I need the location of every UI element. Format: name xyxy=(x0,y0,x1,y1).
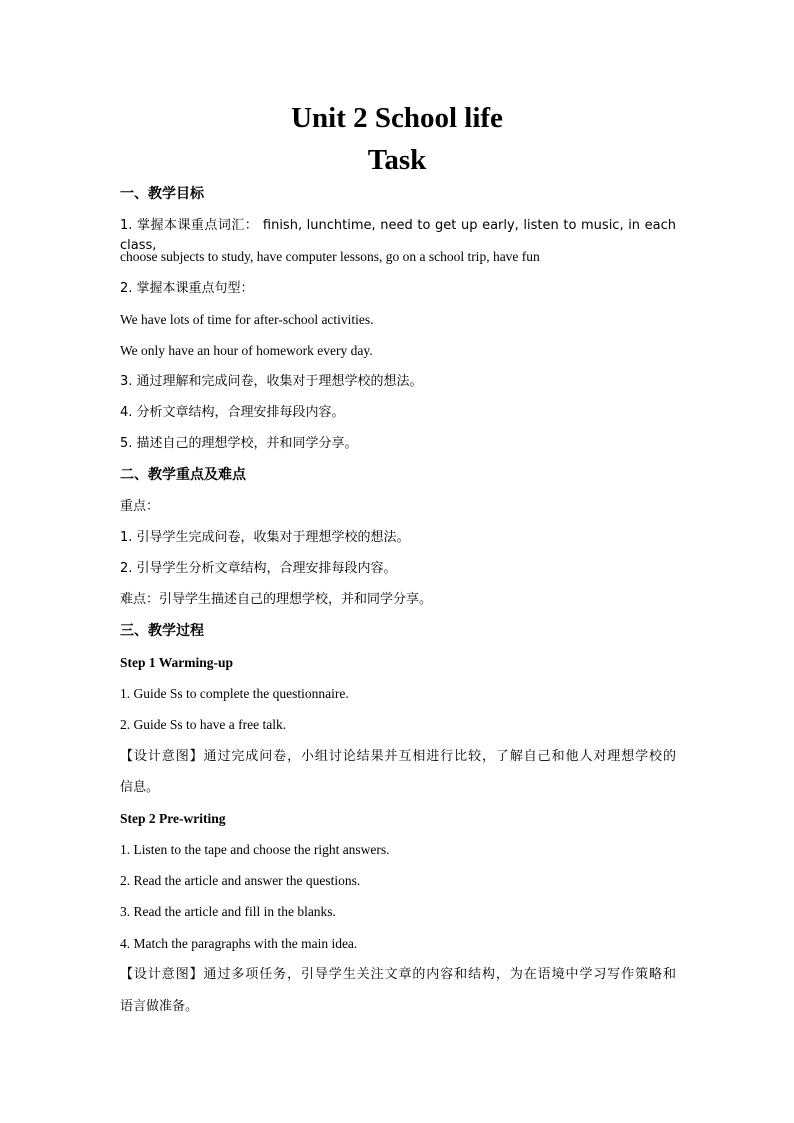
step2-item-3: 3. Read the article and fill in the blanks. xyxy=(120,904,336,919)
step1-design-intent-line2: 信息。 xyxy=(120,780,160,795)
step2-design-intent-line2: 语言做准备。 xyxy=(120,999,199,1014)
section-heading-procedure: 三、教学过程 xyxy=(120,623,204,639)
objective-item-5: 5. 描述自己的理想学校，并和同学分享。 xyxy=(120,436,358,451)
objective-vocabulary-line1: 1. 掌握本课重点词汇： finish, lunchtime, need to get up early, listen to music, in each class, xyxy=(120,218,676,253)
document-subtitle: Task xyxy=(367,144,427,176)
sentence-pattern-2: We only have an hour of homework every day. xyxy=(120,343,373,358)
step1-item-2: 2. Guide Ss to have a free talk. xyxy=(120,717,287,732)
step2-design-intent-line1: 【设计意图】通过多项任务，引导学生关注文章的内容和结构，为在语境中学习写作策略和 xyxy=(120,967,676,982)
step2-title: Step 2 Pre-writing xyxy=(120,811,226,826)
objective-vocabulary-line2: choose subjects to study, have computer lessons, go on a school trip, have fun xyxy=(120,249,540,264)
sentence-pattern-1: We have lots of time for after-school activities. xyxy=(120,312,374,327)
section-heading-key-points: 二、教学重点及难点 xyxy=(120,467,246,483)
objective-sentence-patterns: 2. 掌握本课重点句型： xyxy=(120,281,254,296)
key-points-label: 重点： xyxy=(120,499,160,514)
objective-item-4: 4. 分析文章结构，合理安排每段内容。 xyxy=(120,405,345,420)
difficulty-point: 难点：引导学生描述自己的理想学校，并和同学分享。 xyxy=(120,592,433,607)
step1-title: Step 1 Warming-up xyxy=(120,655,234,670)
document-title: Unit 2 School life xyxy=(291,102,503,134)
objective-item-3: 3. 通过理解和完成问卷，收集对于理想学校的想法。 xyxy=(120,374,423,389)
key-point-2: 2. 引导学生分析文章结构，合理安排每段内容。 xyxy=(120,561,397,576)
step1-design-intent-line1: 【设计意图】通过完成问卷，小组讨论结果并互相进行比较，了解自己和他人对理想学校的 xyxy=(120,749,676,764)
key-point-1: 1. 引导学生完成问卷，收集对于理想学校的想法。 xyxy=(120,530,410,545)
step2-item-4: 4. Match the paragraphs with the main idea. xyxy=(120,936,358,951)
step1-item-1: 1. Guide Ss to complete the questionnaire. xyxy=(120,686,349,701)
section-heading-objectives: 一、教学目标 xyxy=(120,186,204,202)
step2-item-2: 2. Read the article and answer the questions. xyxy=(120,873,361,888)
step2-item-1: 1. Listen to the tape and choose the right answers. xyxy=(120,842,390,857)
